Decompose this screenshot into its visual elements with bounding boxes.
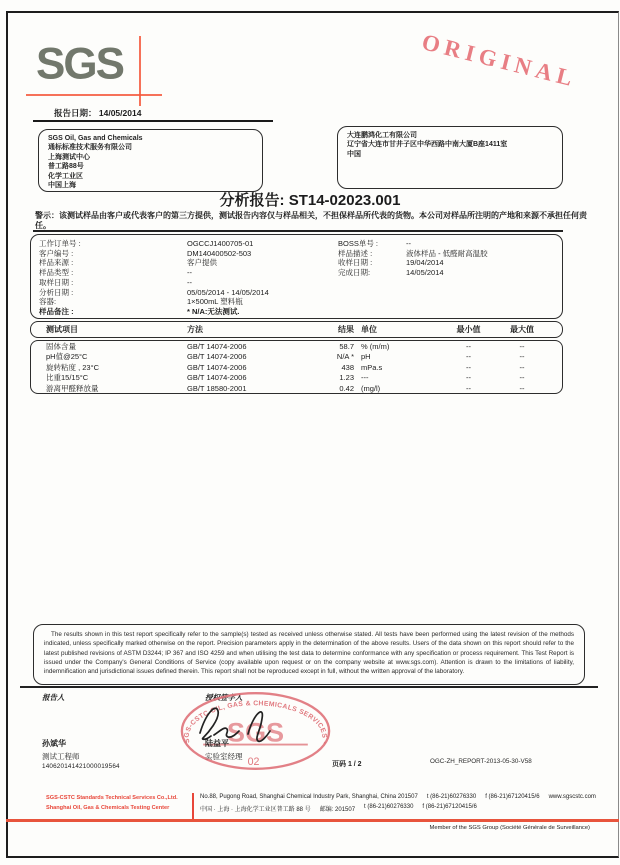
sample-info-box	[30, 234, 563, 319]
test-unit: ---	[361, 373, 369, 383]
authorized-signer-label: 授权签字人	[205, 693, 243, 702]
sample-info-left-column	[39, 239, 334, 317]
reporter-title: 测试工程师	[42, 752, 80, 761]
warning-underline	[33, 230, 563, 232]
sample-info-row	[39, 249, 334, 259]
test-method: GB/T 14074-2006	[187, 373, 247, 383]
test-result: 438	[341, 362, 354, 372]
results-table-header	[30, 321, 563, 338]
field-value: * N/A:无法测试.	[187, 306, 240, 316]
document-code: OGC-ZH_REPORT-2013-05-30-V58	[430, 758, 532, 765]
footer-fax-en: f (86-21)67120415/6	[485, 794, 540, 800]
header-method: 方法	[187, 325, 203, 334]
seal-number: 02	[247, 755, 260, 768]
footer-address-en	[200, 794, 600, 800]
report-date-value: 14/05/2014	[98, 108, 142, 118]
field-label: 容器:	[39, 297, 57, 307]
footer-address-en-text: No.88, Pugong Road, Shanghai Chemical Industry Park, Shanghai, China 201507	[200, 794, 418, 800]
client-address-line: 辽宁省大连市甘井子区中华西路中南大厦B座1411室	[347, 141, 508, 149]
test-item: pH值@25°C	[46, 352, 88, 362]
test-min: --	[466, 373, 471, 383]
sample-info-row	[338, 239, 556, 249]
field-value: --	[187, 277, 192, 287]
lab-address-line: 上海测试中心	[48, 153, 90, 161]
test-min: --	[466, 362, 471, 372]
report-date-label: 报告日期：	[54, 108, 97, 118]
field-label: BOSS单号 :	[338, 239, 379, 248]
sample-info-right-column	[338, 239, 556, 278]
field-value: --	[406, 239, 411, 248]
test-method: GB/T 14074-2006	[187, 352, 247, 362]
sample-info-row	[39, 239, 334, 249]
field-value: --	[187, 268, 192, 278]
signer-name: 陆益平	[205, 739, 229, 748]
footer-website: www.sgscstc.com	[548, 794, 596, 800]
page-number: 页码 1 / 2	[332, 761, 362, 768]
table-row	[31, 384, 562, 394]
lab-address-line: 化学工业区	[48, 172, 83, 180]
field-value: 05/05/2014 - 14/05/2014	[187, 287, 269, 297]
disclaimer-text: The results shown in this test report specifically refer to the sample(s) tested as received unless otherwise stated. All tests have been performed using the latest revision of the methods indicated, unless specifically marked otherwise on the report. Precision parameters apply in the determination of the above results. Users of the data shown on this report should refer to the latest published revisions of ASTM D3244; IP 367 and ISO 4259 and when utilising the test data to determine conformance with any specification or process requirement. This Test Report is issued under the Company's General Conditions of Service (copy available upon request or on the company website at www.sgs.com). Attention is drawn to the limitations of liability, indemnification and jurisdictional issues defined therein. This report shall not be reproduced except in full, without the written approval of the laboratory.	[33, 624, 585, 685]
header-test-item: 测试项目	[46, 325, 78, 334]
footer-address-cn-text: 中国 · 上海 · 上海化学工业区普工路 88 号	[200, 807, 311, 813]
report-title: 分析报告: ST14-02023.001	[219, 192, 401, 209]
test-unit: mPa.s	[361, 362, 383, 372]
field-value: 客户提供	[187, 258, 217, 268]
test-max: --	[519, 373, 525, 383]
field-value: 14/05/2014	[406, 268, 444, 278]
field-value: 19/04/2014	[406, 258, 444, 268]
warning-text: 警示：该测试样品由客户或代表客户的第三方提供，测试报告内容仅与样品相关，不担保样品所代表的货物。本公司对样品所注明的产地和来源不承担任何责任。	[35, 211, 587, 230]
sample-info-row	[338, 268, 556, 278]
test-result: 1.23	[339, 373, 354, 383]
test-min: --	[466, 383, 471, 393]
field-value: OGCCJ1400705-01	[187, 239, 254, 248]
sample-info-row	[39, 278, 334, 288]
client-address-box	[337, 126, 563, 189]
field-value: 1×500mL 塑料瓶	[187, 297, 243, 307]
footer-tel-en: t (86-21)60276330	[426, 794, 477, 800]
footer-postal-cn: 邮编: 201507	[319, 807, 356, 813]
test-unit: pH	[361, 352, 371, 362]
table-row	[31, 363, 562, 373]
original-stamp: ORIGINAL	[419, 29, 580, 92]
field-label: 样品备注 :	[39, 306, 74, 316]
header-unit: 单位	[361, 325, 377, 334]
lab-address-line: 普工路88号	[48, 163, 84, 171]
field-label: 客户编号 :	[39, 248, 74, 258]
report-date-underline	[33, 120, 273, 122]
test-method: GB/T 14074-2006	[187, 362, 247, 372]
footer-tel-cn: t (86-21)60276330	[364, 804, 414, 810]
field-label: 样品类型 :	[39, 268, 74, 278]
sample-info-row	[338, 249, 556, 259]
field-label: 完成日期:	[338, 268, 371, 278]
test-unit: % (m/m)	[361, 342, 390, 351]
test-min: --	[466, 342, 471, 351]
field-label: 分析日期 :	[39, 287, 74, 297]
field-label: 取样日期 :	[39, 277, 74, 287]
crop-mark-horizontal	[26, 94, 162, 96]
footer-company-line: Shanghai Oil, Gas & Chemicals Testing Center	[46, 804, 170, 811]
footer-red-line	[6, 819, 619, 822]
report-date	[54, 107, 141, 119]
header-result: 结果	[338, 325, 354, 334]
seal-ring-text: SGS-CSTC OIL, GAS & CHEMICALS SERVICES *	[183, 700, 328, 746]
test-item: 比重15/15°C	[46, 373, 89, 383]
signer-title: 实验室经理	[205, 752, 243, 761]
client-address-line: 大连鹏鸿化工有限公司	[347, 132, 417, 139]
test-item: 游离甲醛释放量	[46, 383, 99, 393]
sample-info-row	[39, 307, 334, 317]
lab-address-box	[38, 129, 263, 192]
header-min: 最小值	[456, 325, 481, 334]
lab-address-line: SGS Oil, Gas and Chemicals	[48, 135, 143, 142]
results-table-body	[30, 340, 563, 394]
seal-center-text: SGS	[226, 716, 285, 748]
test-min: --	[466, 352, 471, 362]
field-label: 样品描述 :	[338, 248, 373, 258]
reporter-label: 报告人	[42, 693, 65, 702]
footer-address-cn	[200, 804, 600, 813]
field-label: 样品来源 :	[39, 258, 74, 268]
test-result: 0.42	[339, 383, 354, 393]
header-max: 最大值	[510, 325, 534, 334]
field-label: 工作订单号 :	[39, 239, 81, 248]
field-value: DM140400502-503	[187, 248, 252, 258]
test-method: GB/T 14074-2006	[187, 342, 247, 351]
test-max: --	[519, 383, 525, 393]
sample-info-row	[39, 297, 334, 307]
signature-divider-line	[20, 686, 598, 688]
footer-company-block	[46, 794, 188, 813]
sample-info-row	[39, 268, 334, 278]
reporter-name: 孙斌华	[42, 739, 66, 748]
test-result: 58.7	[339, 342, 354, 351]
test-unit: (mg/l)	[361, 383, 381, 393]
sample-info-row	[39, 258, 334, 268]
sgs-logo: SGS	[36, 38, 123, 89]
footer-fax-cn: f (86-21)67120415/6	[422, 804, 477, 810]
client-address-line: 中国	[347, 150, 361, 158]
sample-info-row	[338, 258, 556, 268]
test-max: --	[519, 352, 525, 362]
test-result: N/A *	[336, 352, 354, 362]
field-label: 收样日期 :	[338, 258, 373, 268]
test-max: --	[519, 342, 525, 351]
table-row	[31, 342, 562, 352]
test-item: 旋转粘度 , 23°C	[46, 362, 100, 372]
footer-company-line: SGS-CSTC Standards Technical Services Co.,Ltd.	[46, 795, 178, 801]
lab-address-line: 中国上海	[48, 182, 76, 190]
lab-address-line: 通标标准技术服务有限公司	[48, 144, 132, 152]
report-number: 140620141421000019564	[42, 763, 120, 770]
table-row	[31, 373, 562, 383]
test-method: GB/T 18580-2001	[187, 383, 247, 393]
table-row	[31, 352, 562, 362]
field-value: 液体样品 - 低醛耐高温胶	[406, 248, 488, 258]
sample-info-row	[39, 288, 334, 298]
sgs-member-line: Member of the SGS Group (Société Générale de Surveillance)	[429, 825, 590, 831]
test-item: 固体含量	[46, 342, 76, 351]
test-max: --	[519, 362, 525, 372]
footer-divider-line	[192, 793, 194, 819]
